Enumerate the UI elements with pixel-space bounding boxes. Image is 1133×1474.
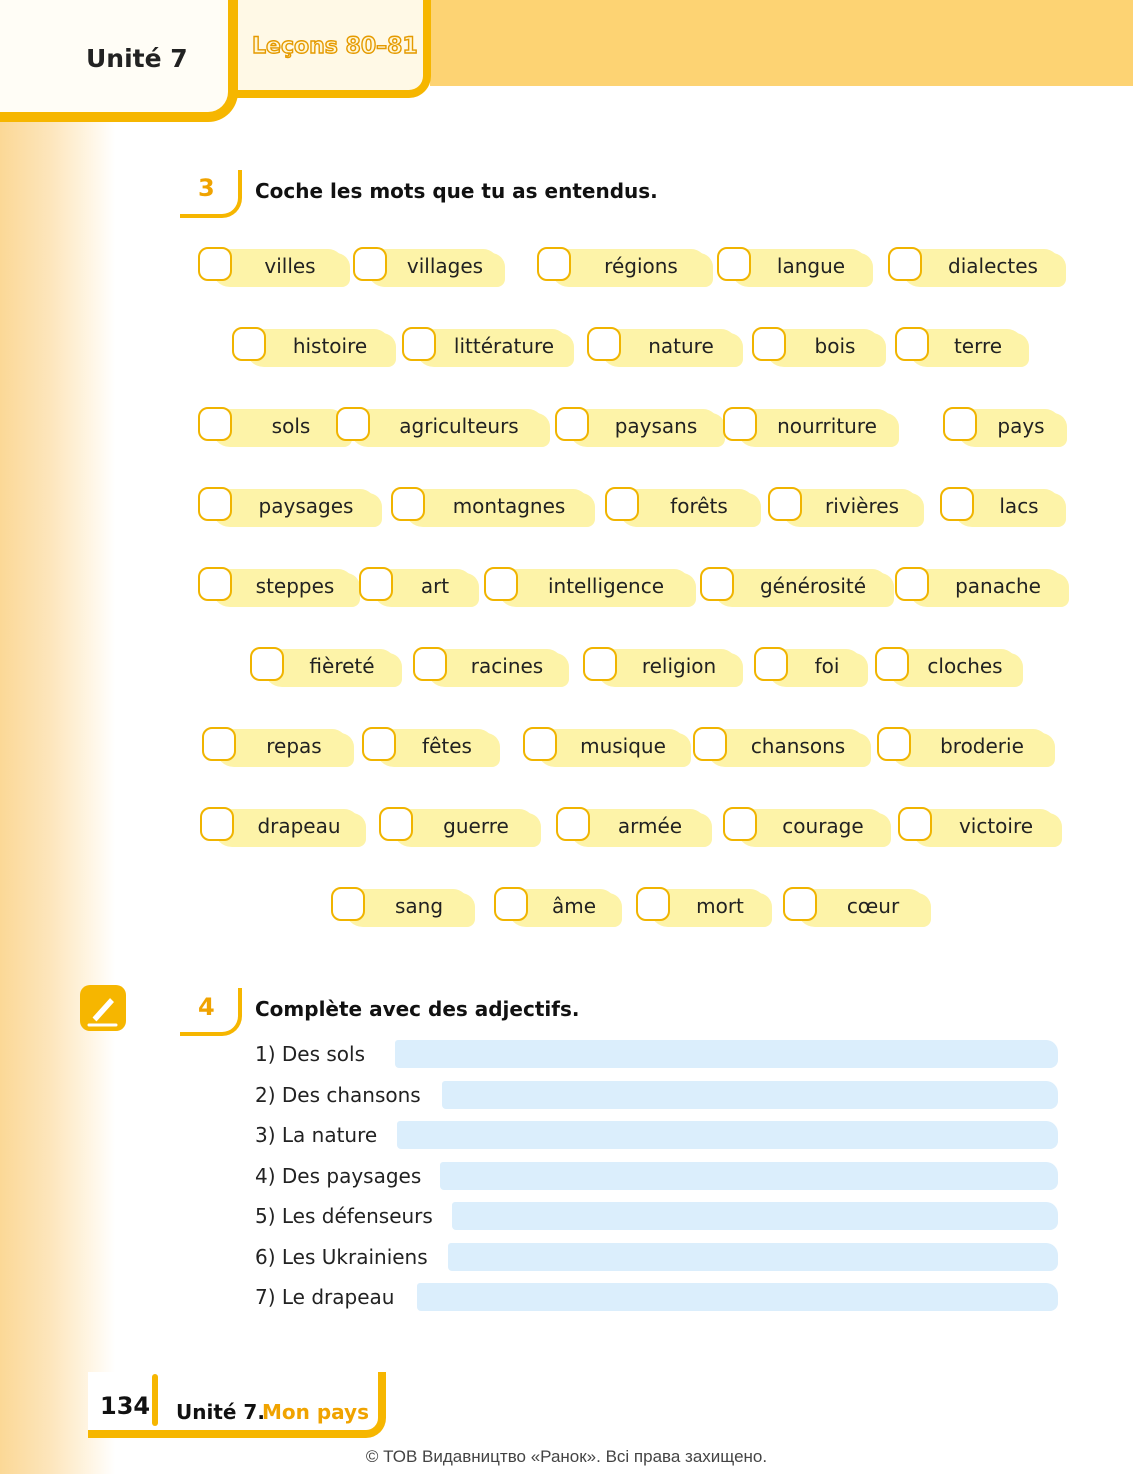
word-item xyxy=(752,326,880,368)
word-item xyxy=(723,406,893,448)
word-item xyxy=(362,726,494,768)
word-label: drapeau xyxy=(257,814,341,838)
word-label: régions xyxy=(604,254,678,278)
word-checkbox[interactable] xyxy=(198,407,232,441)
word-checkbox[interactable] xyxy=(523,727,557,761)
answer-field[interactable] xyxy=(442,1081,1058,1109)
word-label: fièreté xyxy=(309,654,375,678)
word-label: dialectes xyxy=(948,254,1038,278)
word-label: racines xyxy=(470,654,544,678)
word-checkbox[interactable] xyxy=(940,487,974,521)
word-item xyxy=(198,246,344,288)
word-checkbox[interactable] xyxy=(943,407,977,441)
word-item xyxy=(888,246,1060,288)
word-label: religion xyxy=(641,654,717,678)
word-label: bois xyxy=(814,334,856,358)
word-label: montagnes xyxy=(452,494,566,518)
word-item xyxy=(605,486,755,528)
answer-field[interactable] xyxy=(395,1040,1058,1068)
word-item xyxy=(587,326,737,368)
answer-field[interactable] xyxy=(417,1283,1058,1311)
answer-field[interactable] xyxy=(440,1162,1058,1190)
word-checkbox[interactable] xyxy=(605,487,639,521)
exercise-4-instruction: Complète avec des adjectifs. xyxy=(255,997,580,1021)
word-checkbox[interactable] xyxy=(353,247,387,281)
word-checkbox[interactable] xyxy=(413,647,447,681)
completion-prompt: 5) Les défenseurs xyxy=(255,1204,433,1228)
word-label: forêts xyxy=(670,494,728,518)
word-item xyxy=(583,646,737,688)
word-item xyxy=(943,406,1061,448)
completion-prompt: 1) Des sols xyxy=(255,1042,365,1066)
word-checkbox[interactable] xyxy=(898,807,932,841)
word-label: cœur xyxy=(846,894,900,918)
word-item xyxy=(202,726,348,768)
word-item xyxy=(198,486,376,528)
word-label: paysages xyxy=(258,494,354,518)
word-checkbox[interactable] xyxy=(717,247,751,281)
completion-prompt: 7) Le drapeau xyxy=(255,1285,395,1309)
word-item xyxy=(494,886,616,928)
word-checkbox[interactable] xyxy=(555,407,589,441)
word-label: pays xyxy=(997,414,1045,438)
word-checkbox[interactable] xyxy=(888,247,922,281)
word-checkbox[interactable] xyxy=(877,727,911,761)
word-checkbox[interactable] xyxy=(537,247,571,281)
word-label: chansons xyxy=(750,734,846,758)
word-label: rivières xyxy=(825,494,899,518)
completion-item xyxy=(255,1283,1060,1313)
word-item xyxy=(556,806,706,848)
word-checkbox[interactable] xyxy=(895,327,929,361)
word-label: générosité xyxy=(759,574,867,598)
word-checkbox[interactable] xyxy=(783,887,817,921)
completion-prompt: 4) Des paysages xyxy=(255,1164,422,1188)
word-label: histoire xyxy=(292,334,368,358)
word-label: âme xyxy=(551,894,597,918)
word-label: victoire xyxy=(958,814,1034,838)
word-label: littérature xyxy=(453,334,555,358)
word-item xyxy=(723,806,885,848)
word-item xyxy=(636,886,766,928)
word-item xyxy=(783,886,925,928)
word-label: art xyxy=(420,574,450,598)
word-item xyxy=(198,406,346,448)
footer-unit: Unité 7. xyxy=(176,1400,265,1424)
word-label: lacs xyxy=(999,494,1039,518)
word-label: mort xyxy=(696,894,744,918)
word-item xyxy=(768,486,918,528)
word-checkbox[interactable] xyxy=(723,807,757,841)
answer-field[interactable] xyxy=(448,1243,1058,1271)
word-label: armée xyxy=(617,814,683,838)
word-label: nature xyxy=(648,334,714,358)
word-label: foi xyxy=(814,654,840,678)
word-item xyxy=(379,806,535,848)
word-label: courage xyxy=(782,814,864,838)
word-item xyxy=(331,886,469,928)
word-label: terre xyxy=(953,334,1003,358)
word-item xyxy=(232,326,390,368)
completion-prompt: 2) Des chansons xyxy=(255,1083,421,1107)
word-item xyxy=(250,646,396,688)
unit-label: Unité 7 xyxy=(86,44,188,73)
word-label: guerre xyxy=(443,814,509,838)
completion-item xyxy=(255,1243,1060,1273)
word-item xyxy=(484,566,690,608)
completion-item xyxy=(255,1202,1060,1232)
word-label: repas xyxy=(266,734,322,758)
word-item xyxy=(700,566,888,608)
word-item xyxy=(336,406,544,448)
word-label: intelligence xyxy=(547,574,665,598)
word-checkbox[interactable] xyxy=(768,487,802,521)
word-item xyxy=(353,246,499,288)
word-item xyxy=(402,326,568,368)
word-label: broderie xyxy=(940,734,1024,758)
word-label: villes xyxy=(264,254,316,278)
word-checkbox[interactable] xyxy=(250,647,284,681)
answer-field[interactable] xyxy=(397,1121,1058,1149)
word-item xyxy=(413,646,563,688)
header-band xyxy=(430,0,1133,86)
word-checkbox[interactable] xyxy=(336,407,370,441)
word-checkbox[interactable] xyxy=(875,647,909,681)
word-item xyxy=(523,726,685,768)
footer-title: Mon pays xyxy=(262,1400,369,1424)
word-item xyxy=(875,646,1017,688)
word-label: fêtes xyxy=(422,734,472,758)
word-item xyxy=(391,486,589,528)
word-label: agriculteurs xyxy=(399,414,519,438)
word-item xyxy=(940,486,1060,528)
word-label: sang xyxy=(394,894,444,918)
word-checkbox[interactable] xyxy=(583,647,617,681)
completion-item xyxy=(255,1121,1060,1151)
completion-item xyxy=(255,1040,1060,1070)
word-checkbox[interactable] xyxy=(752,327,786,361)
word-checkbox[interactable] xyxy=(402,327,436,361)
left-decorative-strip xyxy=(0,0,115,1474)
word-item xyxy=(895,566,1063,608)
completion-prompt: 3) La nature xyxy=(255,1123,378,1147)
word-item xyxy=(555,406,719,448)
page-number: 134 xyxy=(100,1392,151,1420)
word-checkbox[interactable] xyxy=(587,327,621,361)
word-checkbox[interactable] xyxy=(202,727,236,761)
word-checkbox[interactable] xyxy=(379,807,413,841)
word-checkbox[interactable] xyxy=(494,887,528,921)
word-checkbox[interactable] xyxy=(232,327,266,361)
word-label: sols xyxy=(271,414,311,438)
completion-item xyxy=(255,1081,1060,1111)
copyright: © ТОВ Видавництво «Ранок». Всі права захищено. xyxy=(365,1447,768,1466)
word-label: steppes xyxy=(255,574,335,598)
word-label: musique xyxy=(580,734,666,758)
lessons-label: Leçons 80–81 xyxy=(252,34,418,59)
pencil-icon xyxy=(80,985,126,1031)
word-item xyxy=(895,326,1023,368)
word-checkbox[interactable] xyxy=(331,887,365,921)
word-checkbox[interactable] xyxy=(200,807,234,841)
word-item xyxy=(359,566,473,608)
word-checkbox[interactable] xyxy=(391,487,425,521)
word-label: langue xyxy=(776,254,846,278)
word-checkbox[interactable] xyxy=(556,807,590,841)
word-checkbox[interactable] xyxy=(362,727,396,761)
word-item xyxy=(717,246,867,288)
word-item xyxy=(754,646,862,688)
completion-item xyxy=(255,1162,1060,1192)
word-checkbox[interactable] xyxy=(198,247,232,281)
word-item xyxy=(877,726,1049,768)
word-label: nourriture xyxy=(777,414,877,438)
word-item xyxy=(537,246,707,288)
footer-divider xyxy=(152,1374,158,1426)
word-label: villages xyxy=(406,254,484,278)
word-checkbox[interactable] xyxy=(700,567,734,601)
word-checkbox[interactable] xyxy=(359,567,393,601)
word-item xyxy=(693,726,865,768)
word-checkbox[interactable] xyxy=(484,567,518,601)
word-checkbox[interactable] xyxy=(198,567,232,601)
word-item xyxy=(898,806,1056,848)
word-label: panache xyxy=(955,574,1041,598)
word-label: paysans xyxy=(614,414,698,438)
exercise-3-instruction: Coche les mots que tu as entendus. xyxy=(255,179,658,203)
word-label: cloches xyxy=(927,654,1003,678)
word-checkbox[interactable] xyxy=(636,887,670,921)
exercise-4-number: 4 xyxy=(198,993,215,1021)
word-checkbox[interactable] xyxy=(723,407,757,441)
word-checkbox[interactable] xyxy=(754,647,788,681)
word-checkbox[interactable] xyxy=(198,487,232,521)
word-checkbox[interactable] xyxy=(895,567,929,601)
word-item xyxy=(200,806,360,848)
word-item xyxy=(198,566,354,608)
answer-field[interactable] xyxy=(452,1202,1058,1230)
word-checkbox[interactable] xyxy=(693,727,727,761)
completion-prompt: 6) Les Ukrainiens xyxy=(255,1245,428,1269)
exercise-3-number: 3 xyxy=(198,174,215,202)
